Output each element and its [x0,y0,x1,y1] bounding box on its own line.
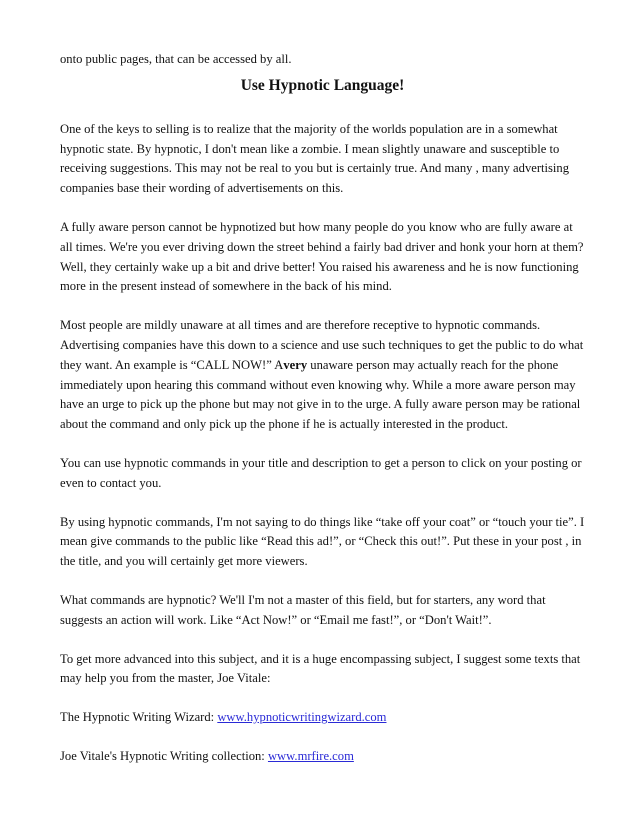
paragraph-1: One of the keys to selling is to realize that the majority of the worlds population are in a somewhat hypnotic state. By hypnotic, I don't mean like a zombie. I mean slightly unaware and susceptible to receiving suggestions. This may not be real to you but is certainly true. And many , many advertising companies base their wording of advertisements on this. [60,121,570,196]
paragraph-6: What commands are hypnotic? We'll I'm not a master of this field, but for starters, any word that suggests an action will work. Like “Act Now!” or “Email me fast!”, or “Don't Wait!”. [60,592,546,627]
section-title: Use Hypnotic Language! [240,76,405,94]
paragraph-5: By using hypnotic commands, I'm not saying to do things like “take off your coat” or “touch your tie”. I mean give commands to the public like “Read this ad!”, or “Check this out!”. Put these in your post , in the title, and you will certainly get more viewers. [60,514,585,569]
paragraph-4: You can use hypnotic commands in your title and description to get a person to click on your posting or even to contact you. [60,455,582,490]
paragraph-3-bold-word: very [283,357,308,372]
reference-2-link[interactable]: www.mrfire.com [267,748,354,763]
paragraph-3-text-b: unaware person may actually reach for the phone immediately upon hearing this command without even knowing why. While a more aware person may have an urge to pick up the phone but may not give in to the urge. A fully aware person may be rational about the command and only pick up the phone if he is actually interested in the product. [60,357,581,432]
reference-2-label: Joe Vitale's Hypnotic Writing collection: [60,748,268,763]
paragraph-3-text-a: Most people are mildly unaware at all times and are therefore receptive to hypnotic commands. Advertising companies have this down to a science and use such techniques to get the public to do what they want. An example is “CALL NOW!” A [60,318,584,372]
paragraph-7: To get more advanced into this subject, and it is a huge encompassing subject, I suggest some texts that may help you from the master, Joe Vitale: [60,651,581,686]
reference-2 [60,747,585,767]
paragraph-3 [60,316,585,435]
continuation-line: onto public pages, that can be accessed by all. [60,52,292,66]
reference-1-label: The Hypnotic Writing Wizard: [60,710,218,725]
reference-1 [60,708,585,728]
reference-1-link[interactable]: www.hypnoticwritingwizard.com [217,710,387,725]
document-page [60,50,585,786]
paragraph-2: A fully aware person cannot be hypnotized but how many people do you know who are fully aware at all times. We're you ever driving down the street behind a fairly bad driver and honk your horn at them? Well, they certainly wake up a bit and drive better! You raised his awareness and he is now functioning more in the present instead of somewhere in the back of his mind. [60,219,584,294]
